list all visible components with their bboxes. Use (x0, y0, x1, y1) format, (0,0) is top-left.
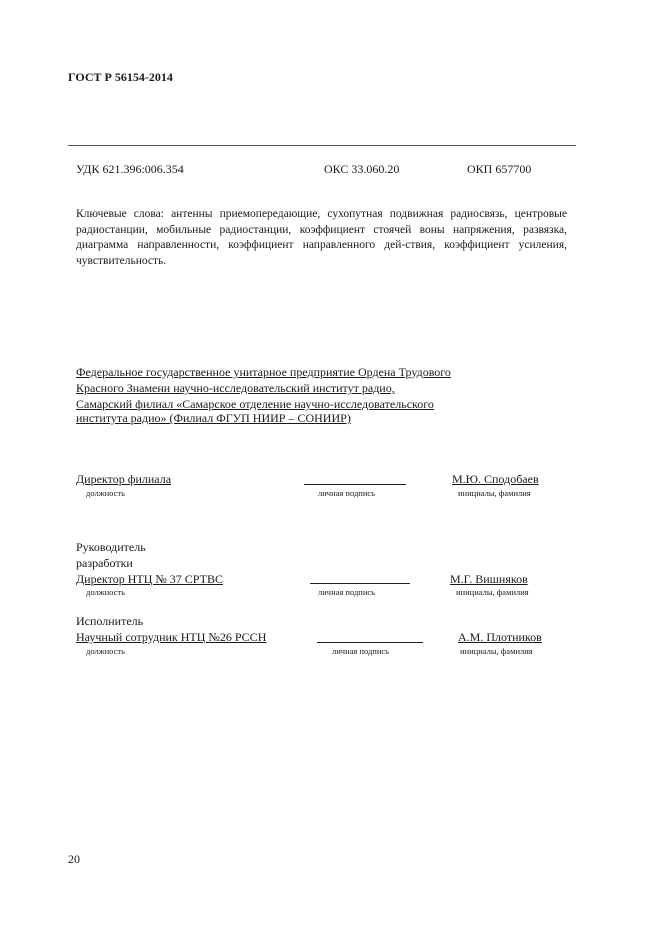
lead-role-line-1: Руководитель (76, 540, 146, 554)
organization-line-4: института радио» (Филиал ФГУП НИИР – СОНИИР) (76, 411, 351, 425)
executor-position: Научный сотрудник НТЦ №26 РССН (76, 630, 267, 644)
organization-line-3: Самарский филиал «Самарское отделение научно-исследовательского (76, 397, 434, 411)
keywords-paragraph: Ключевые слова: антенны приемопередающие, сухопутная подвижная радиосвязь, центровые радиостанции, мобильные радиостанции, коэффициент стоячей воны напряжения, развязка, диаграмма направленности, коэффициент направленного дей-ствия, коэффициент усиления, чувствительность. (76, 208, 567, 267)
executor-position-caption: должность (86, 646, 125, 656)
director-position: Директор филиала (76, 472, 172, 486)
page-number: 20 (68, 852, 80, 866)
lead-name: М.Г. Вишняков (450, 572, 528, 586)
director-name-caption: инициалы, фамилия (458, 488, 531, 498)
organization-line-2: Красного Знамени научно-исследовательский институт радио, (76, 381, 395, 395)
executor-name-caption: инициалы, фамилия (460, 646, 533, 656)
lead-position: Директор НТЦ № 37 СРТВС (76, 572, 223, 586)
executor-signature-line (317, 642, 423, 643)
udk-code: УДК 621.396:006.354 (76, 162, 184, 176)
header-divider (68, 145, 576, 146)
oks-code: ОКС 33.060.20 (324, 162, 400, 176)
lead-role-line-2: разработки (76, 556, 133, 570)
lead-position-caption: должность (86, 587, 125, 597)
lead-name-caption: инициалы, фамилия (456, 587, 529, 597)
director-position-caption: должность (86, 488, 125, 498)
director-signature-caption: личная подпись (318, 488, 376, 498)
director-name: М.Ю. Сподобаев (452, 472, 539, 486)
director-signature-line (304, 484, 406, 485)
lead-signature-caption: личная подпись (318, 587, 376, 597)
executor-name: А.М. Плотников (458, 630, 542, 644)
standard-number: ГОСТ Р 56154-2014 (68, 70, 173, 84)
lead-signature-line (310, 583, 410, 584)
organization-line-1: Федеральное государственное унитарное предприятие Ордена Трудового (76, 365, 451, 379)
okp-code: ОКП 657700 (467, 162, 532, 176)
executor-signature-caption: личная подпись (332, 646, 390, 656)
executor-role: Исполнитель (76, 614, 144, 628)
